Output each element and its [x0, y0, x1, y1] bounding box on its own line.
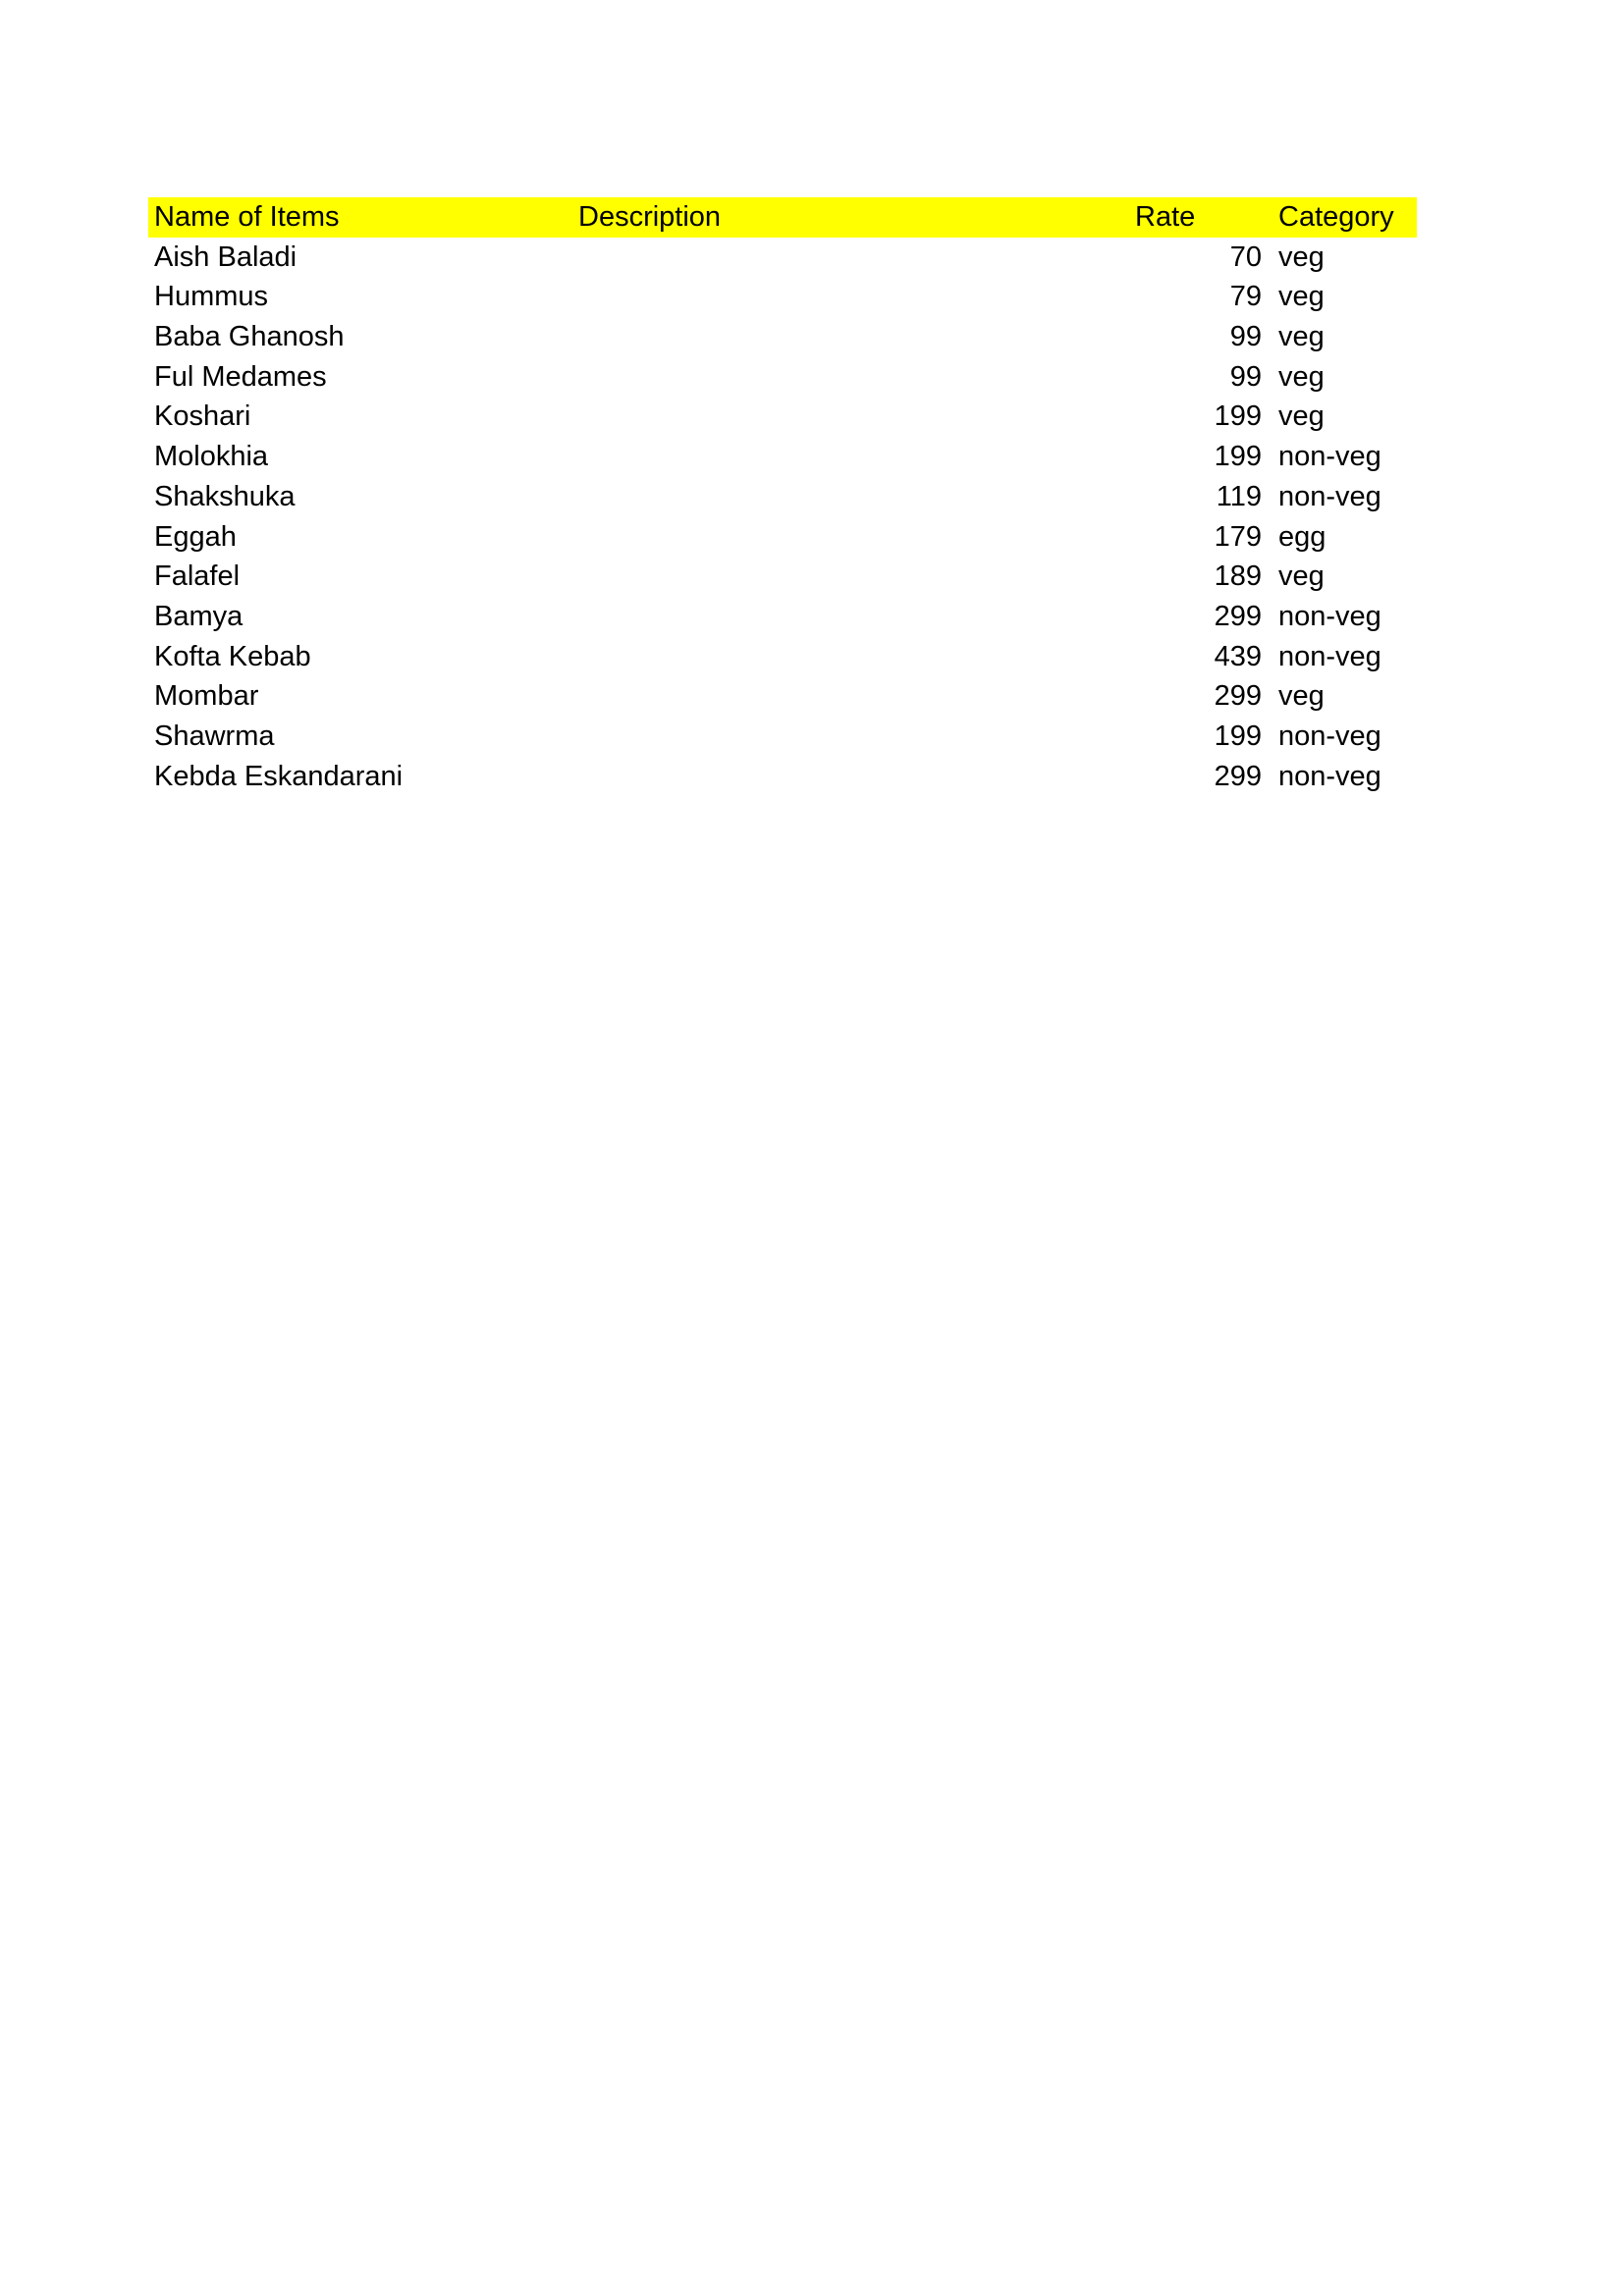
table-row: [148, 397, 1417, 437]
table-header-row: [148, 197, 1417, 238]
item-rate-cell: 299: [1214, 680, 1262, 713]
item-category-cell: veg: [1278, 281, 1325, 313]
item-rate-cell: 99: [1229, 360, 1262, 393]
table-row: [148, 557, 1417, 597]
item-name-cell: Eggah: [154, 520, 237, 553]
item-name-cell: Falafel: [154, 561, 241, 593]
item-rate-cell: 199: [1214, 441, 1262, 473]
table-row: [148, 277, 1417, 317]
table-row: [148, 597, 1417, 637]
item-category-cell: veg: [1278, 561, 1325, 593]
item-rate-cell: 199: [1214, 720, 1262, 752]
item-name-cell: Mombar: [154, 680, 259, 713]
item-category-cell: non-veg: [1278, 600, 1381, 632]
item-category-cell: veg: [1278, 360, 1325, 393]
item-rate-cell: 79: [1229, 281, 1262, 313]
table-row: [148, 238, 1417, 278]
item-rate-cell: 179: [1214, 520, 1262, 553]
item-category-cell: non-veg: [1278, 441, 1381, 473]
item-category-cell: veg: [1278, 400, 1325, 433]
item-name-cell: Koshari: [154, 400, 251, 433]
item-category-cell: non-veg: [1278, 720, 1381, 752]
item-name-cell: Shawrma: [154, 720, 275, 752]
item-name-cell: Aish Baladi: [154, 240, 298, 273]
table-row: [148, 637, 1417, 677]
item-rate-cell: 299: [1214, 600, 1262, 632]
item-name-cell: Hummus: [154, 281, 269, 313]
table-body: [148, 238, 1417, 797]
table-row: [148, 437, 1417, 477]
table-row: [148, 477, 1417, 517]
item-name-cell: Baba Ghanosh: [154, 321, 345, 353]
item-category-cell: veg: [1278, 321, 1325, 353]
header-description: Description: [578, 201, 722, 233]
item-name-cell: Bamya: [154, 600, 244, 632]
item-category-cell: egg: [1278, 520, 1326, 553]
item-name-cell: Molokhia: [154, 441, 269, 473]
header-name-of-items: Name of Items: [154, 201, 340, 233]
item-category-cell: non-veg: [1278, 760, 1381, 792]
table-row: [148, 676, 1417, 717]
table-row: [148, 517, 1417, 558]
item-name-cell: Kofta Kebab: [154, 640, 311, 672]
item-rate-cell: 189: [1214, 561, 1262, 593]
item-name-cell: Shakshuka: [154, 480, 296, 512]
header-category: Category: [1278, 201, 1394, 233]
header-rate: Rate: [1135, 201, 1196, 233]
item-category-cell: non-veg: [1278, 480, 1381, 512]
table-row: [148, 717, 1417, 757]
item-name-cell: Ful Medames: [154, 360, 327, 393]
item-rate-cell: 70: [1229, 240, 1262, 273]
menu-table: [148, 197, 1417, 796]
item-rate-cell: 119: [1216, 480, 1262, 512]
item-category-cell: veg: [1278, 680, 1325, 713]
table-row: [148, 317, 1417, 357]
table-row: [148, 757, 1417, 797]
item-rate-cell: 99: [1229, 321, 1262, 353]
item-rate-cell: 299: [1214, 760, 1262, 792]
table-row: [148, 357, 1417, 398]
item-category-cell: veg: [1278, 240, 1325, 273]
item-name-cell: Kebda Eskandarani: [154, 760, 404, 792]
item-rate-cell: 439: [1214, 640, 1262, 672]
item-category-cell: non-veg: [1278, 640, 1381, 672]
item-rate-cell: 199: [1214, 400, 1262, 433]
